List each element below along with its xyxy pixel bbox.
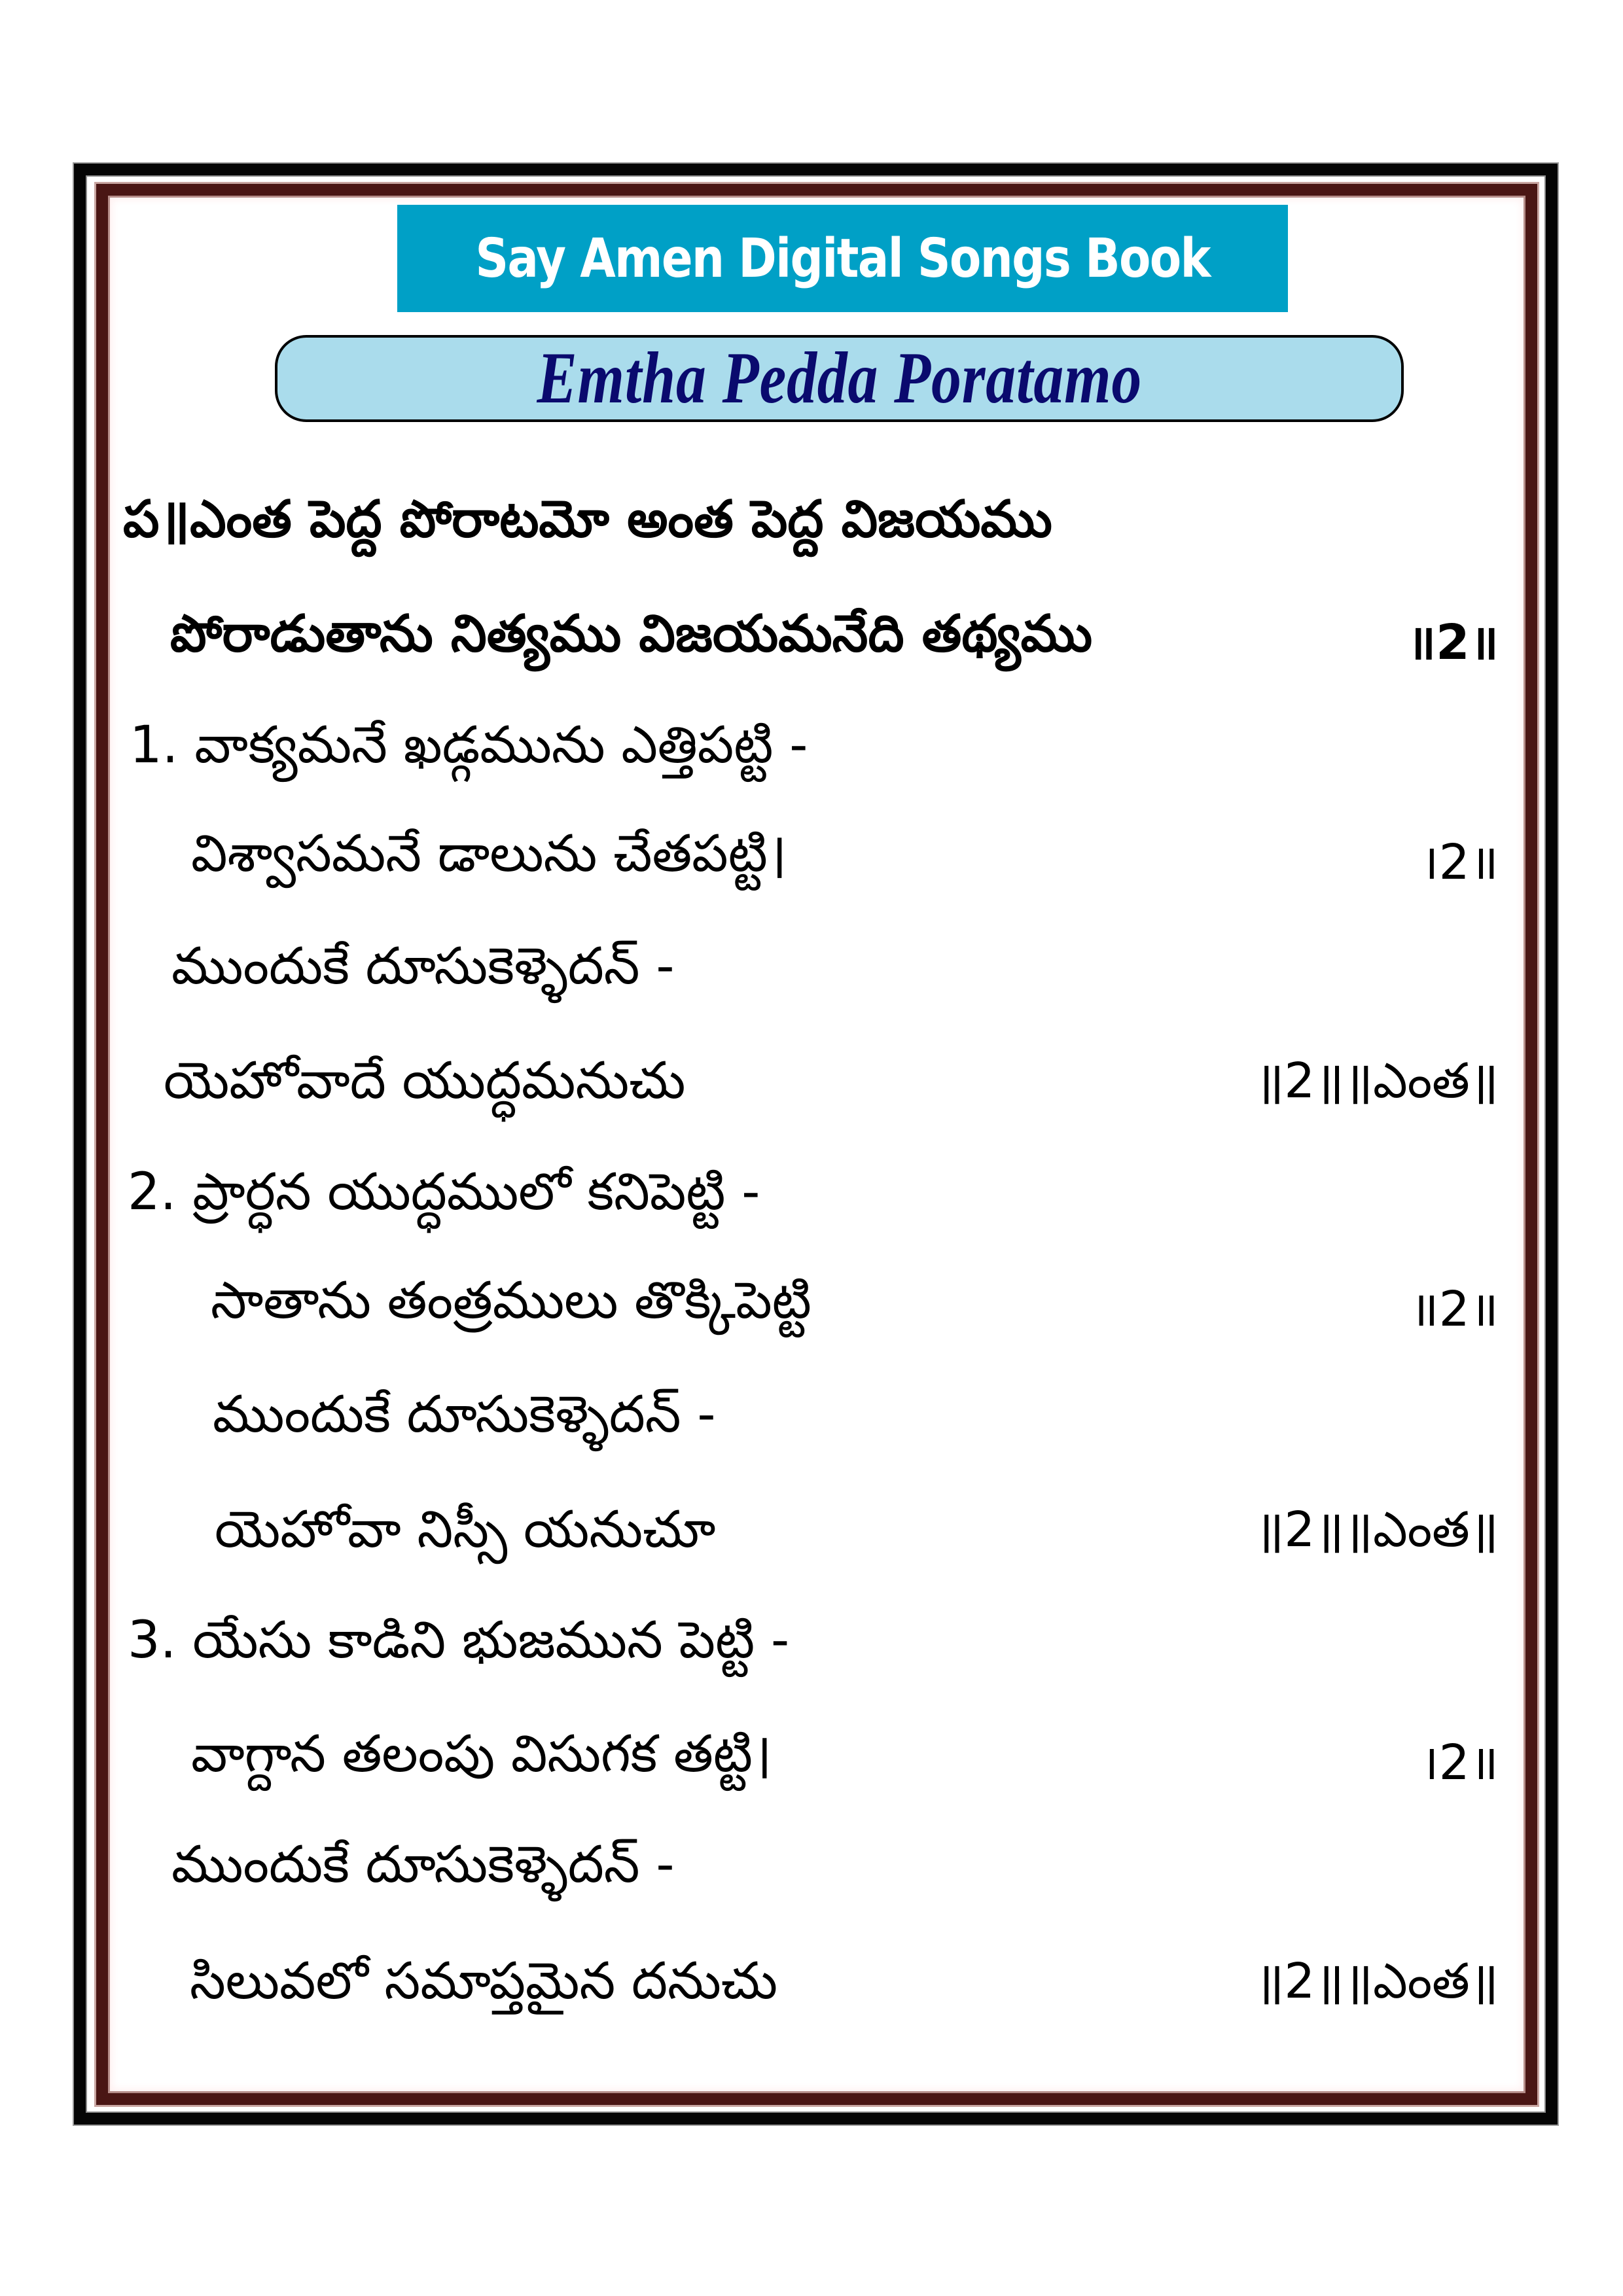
verse-2-line-1 — [128, 1149, 760, 1247]
verse-3-line-4 — [190, 1938, 777, 2036]
lyric-text: సాతాను తంత్రములు తొక్కిపెట్టి — [211, 1271, 812, 1330]
repeat-chorus-marker: ॥2॥॥ఎంత॥ — [1255, 1953, 1499, 2009]
verse-2-line-3 — [213, 1371, 716, 1470]
repeat-marker: ॥2॥ — [1406, 614, 1499, 671]
verse-1-line-2 — [191, 811, 787, 909]
lyric-text: సిలువలో సమాప్తమైన దనుచు — [190, 1951, 778, 2011]
song-title: Emtha Pedda Poratamo — [537, 338, 1142, 419]
verse-2-line-2 — [211, 1258, 812, 1356]
lyric-text: విశ్వాసమనే డాలును చేతపట్టి। — [191, 824, 787, 883]
repeat-chorus-marker: ॥2॥॥ఎంత॥ — [1255, 1053, 1499, 1109]
lyric-text: 1. వాక్యమనే ఖడ్గమును ఎత్తిపట్టి - — [130, 715, 808, 775]
pallavi-line-1 — [123, 476, 1052, 574]
repeat-marker: ॥2॥ — [1410, 1280, 1499, 1337]
lyric-text: 3. యేసు కాడిని భుజమున పెట్టి - — [128, 1610, 790, 1670]
book-title: Say Amen Digital Songs Book — [475, 227, 1210, 290]
lyric-text: యెహోవాదే యుద్ధమనుచు — [164, 1051, 686, 1110]
lyric-text: ప॥ఎంత పెద్ద పోరాటమో అంత పెద్ద విజయము — [123, 489, 1052, 549]
verse-1-line-4 — [164, 1038, 685, 1136]
lyric-text: యెహోవా నిస్సీ యనుచూ — [215, 1500, 716, 1559]
verse-3-line-3 — [171, 1822, 675, 1920]
verse-2-line-4 — [215, 1487, 715, 1585]
repeat-marker: ।2॥ — [1420, 1734, 1499, 1791]
pallavi-line-2 — [170, 591, 1092, 689]
lyric-text: పోరాడుతాను నిత్యము విజయమనేది తథ్యము — [170, 604, 1093, 663]
lyric-text: ముందుకే దూసుకెళ్ళెదన్ - — [171, 936, 675, 996]
verse-3-line-2 — [191, 1711, 772, 1809]
lyric-text: ముందుకే దూసుకెళ్ళెదన్ - — [171, 1835, 675, 1894]
repeat-chorus-marker: ॥2॥॥ఎంత॥ — [1255, 1502, 1499, 1558]
lyric-text: 2. ప్రార్ధన యుద్ధములో కనిపెట్టి - — [128, 1162, 760, 1222]
verse-1-line-1 — [130, 702, 808, 800]
verse-1-line-3 — [171, 923, 675, 1021]
repeat-marker: ।2॥ — [1420, 834, 1499, 891]
lyric-text: వాగ్దాన తలంపు విసుగక తట్టి। — [191, 1724, 772, 1784]
verse-3-line-1 — [128, 1597, 789, 1695]
lyric-text: ముందుకే దూసుకెళ్ళెదన్ - — [213, 1385, 716, 1444]
